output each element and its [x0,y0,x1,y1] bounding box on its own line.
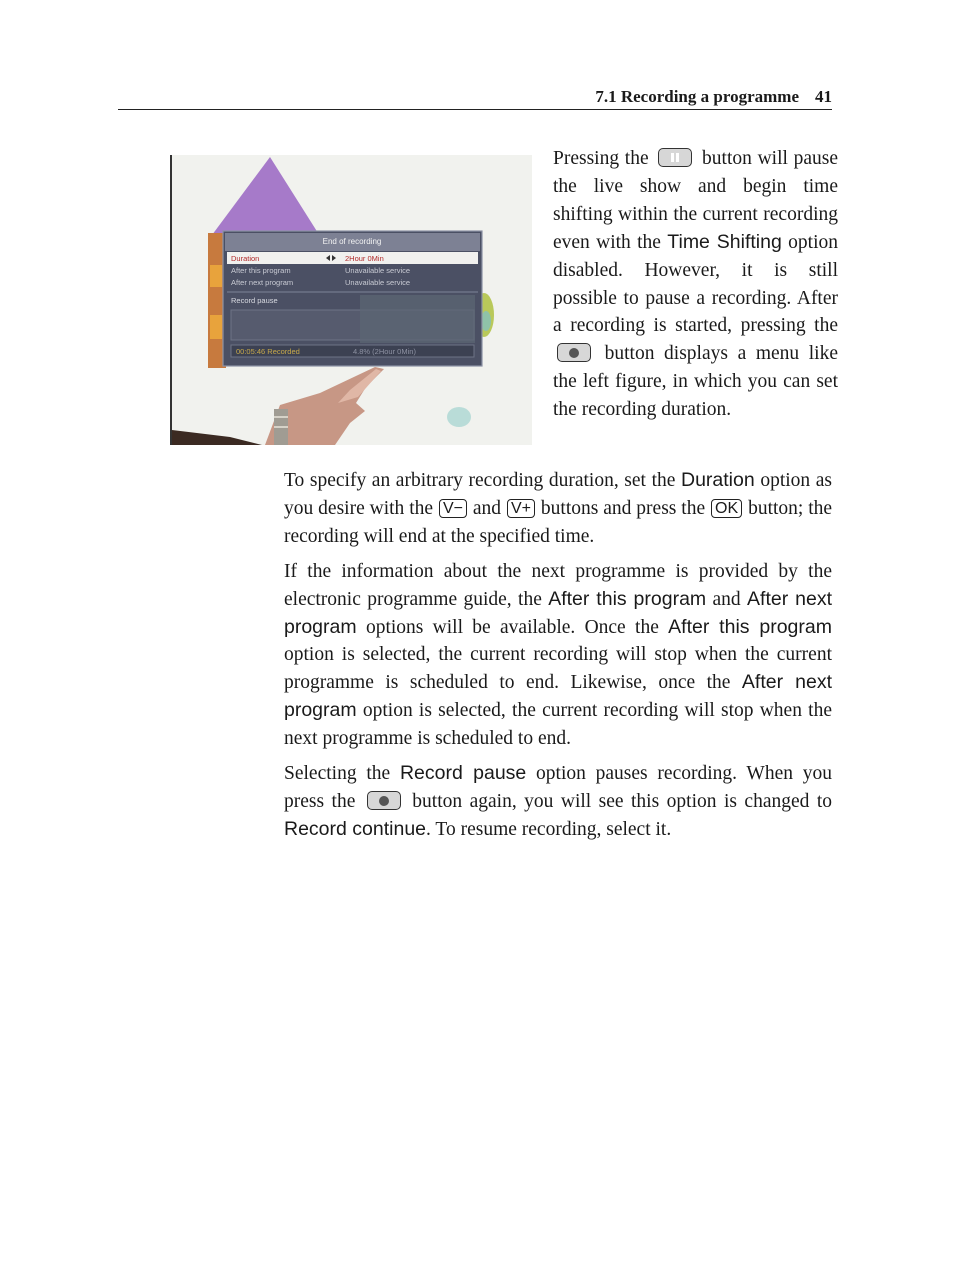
option-duration: Duration [681,469,755,491]
text-run: option disabled. However, it is still possible to pause a recording. After a recording is started, pressing the [553,231,838,337]
paragraph-record-pause: Selecting the Record pause option pauses recording. When you press the button again, you will see this option is changed to Record continue. To resume recording, select it. [284,762,833,840]
record-button-icon [367,791,401,810]
option-after-this-program: After this program [548,587,707,610]
option-time-shifting: Time Shifting [667,230,782,253]
paragraph-duration: To specify an arbitrary recording duration, set the Duration option as you desire with the V− and V+ buttons and press the OK button; the recording will end at the specified time. [284,469,833,547]
menu-row-label: Duration [231,254,260,263]
option-record-pause: Record pause [399,762,527,785]
main-text [284,467,832,851]
screenshot-figure [170,155,532,445]
side-paragraph [553,145,838,424]
section-title: 7.1 Recording a programme [595,87,799,106]
pause-button-icon [658,148,692,167]
text-run: button will pause the live show and begin time shifting within the current recording even with the [553,148,839,253]
paragraph-epg: If the information about the next programme is provided by the electronic programme guide, the After this program and After next program options will be available. Once the After this program option is selected, the current recording will stop when the current programme is scheduled to end. Likewise, once the After next program option is selected, the current recording will stop when the next programme is scheduled to end. [284,560,833,750]
text-run: button displays a menu like the left figure, in which you can set the recording duration. [553,343,838,421]
menu-row-value: 2Hour 0Min [345,254,384,263]
channel-logo-icon [447,407,471,427]
text-run: Pressing the [553,148,649,169]
status-percent: 4.8% (2Hour 0Min) [353,347,416,356]
menu-title: End of recording [322,237,382,246]
status-recorded: 00:05:46 Recorded [236,347,300,356]
menu-row-label: After this program [231,266,291,275]
option-after-next-program: After next program [284,671,832,722]
running-header [118,87,832,110]
key-v-minus: V− [439,499,467,518]
record-button-icon [557,343,591,362]
key-v-plus: V+ [507,499,535,518]
menu-row-value: Unavailable service [345,278,411,287]
option-record-continue: Record continue [284,817,427,840]
menu-row-label: After next program [231,278,294,287]
record-pause-label: Record pause [231,296,278,305]
option-after-next-program: After next program [284,587,832,638]
option-after-this-program: After this program [668,615,832,638]
menu-row-value: Unavailable service [345,266,411,275]
key-ok: OK [711,499,742,518]
tv-menu-photo [170,155,532,445]
page-number: 41 [815,87,832,106]
